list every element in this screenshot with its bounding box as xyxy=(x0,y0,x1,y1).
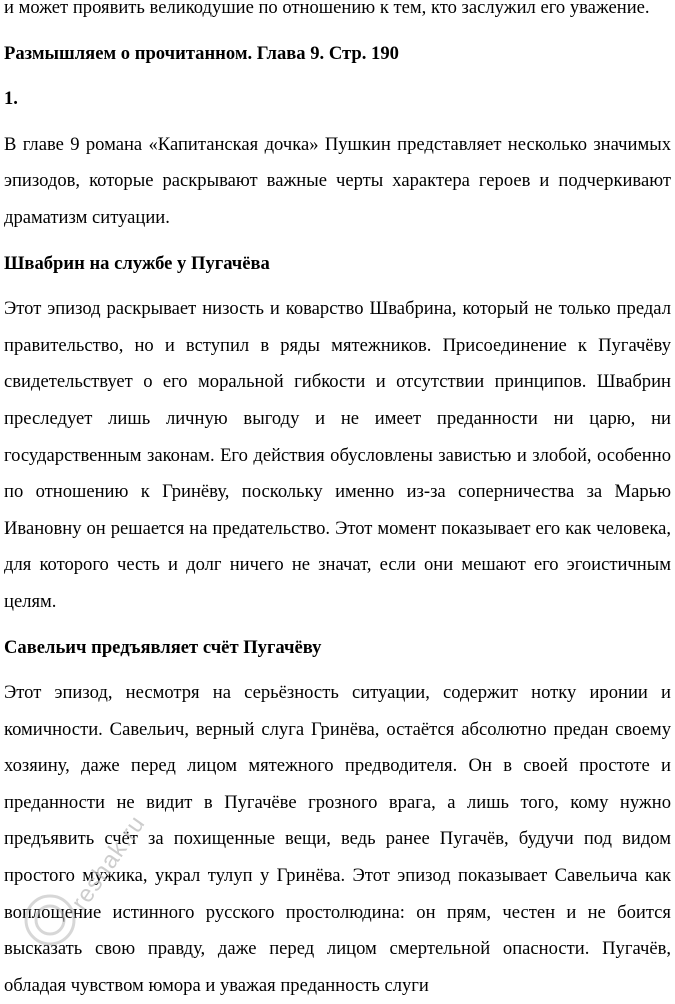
episode-1-text: Этот эпизод раскрывает низость и коварство Швабрина, который не только предал правительство, но и вступил в ряды мятежников. Присоединение к Пугачёву свидетельствует о его моральной гибкости и отсутствии принципов. Швабрин преследует лишь личную выгоду и не имеет преданности ни царю, ни государственным законам. Его действия обусловлены завистью и злобой, особенно по отношению к Гринёву, поскольку именно из-за соперничества за Марью Ивановну он решается на предательство. Этот момент показывает его как человека, для которого честь и долг ничего не значат, если они мешают его эгоистичным целям. xyxy=(4,298,671,612)
episode-2-title: Савельич предъявляет счёт Пугачёву xyxy=(4,636,322,658)
episode-1-title: Швабрин на службе у Пугачёва xyxy=(4,252,270,274)
question-number: 1. xyxy=(4,88,18,110)
section-heading: Размышляем о прочитанном. Глава 9. Стр. 190 xyxy=(4,42,399,64)
intro-paragraph: и может проявить великодушие по отношению к тем, кто заслужил его уважение. xyxy=(4,0,650,18)
episode-2-text: Этот эпизод, несмотря на серьёзность ситуации, содержит нотку иронии и комичности. Савельич, верный слуга Гринёва, остаётся абсолютно предан своему хозяину, даже перед лицом мятежного предводителя. Он в своей простоте и преданности не видит в Пугачёве грозного врага, а лишь того, кому нужно предъявить счёт за похищенные вещи, ведь ранее Пугачёв, будучи под видом простого мужика, украл тулуп у Гринёва. Этот эпизод показывает Савельича как воплощение истинного русского простолюдина: он прям, честен и не боится высказать свою правду, даже перед лицом смертельной опасности. Пугачёв, обладая чувством юмора и уважая преданность слуги xyxy=(4,682,671,996)
question-intro-paragraph: В главе 9 романа «Капитанская дочка» Пушкин представляет несколько значимых эпизодов, которые раскрывают важные черты характера героев и подчеркивают драматизм ситуации. xyxy=(4,133,671,228)
watermark-text: reshak.ru xyxy=(66,810,151,916)
